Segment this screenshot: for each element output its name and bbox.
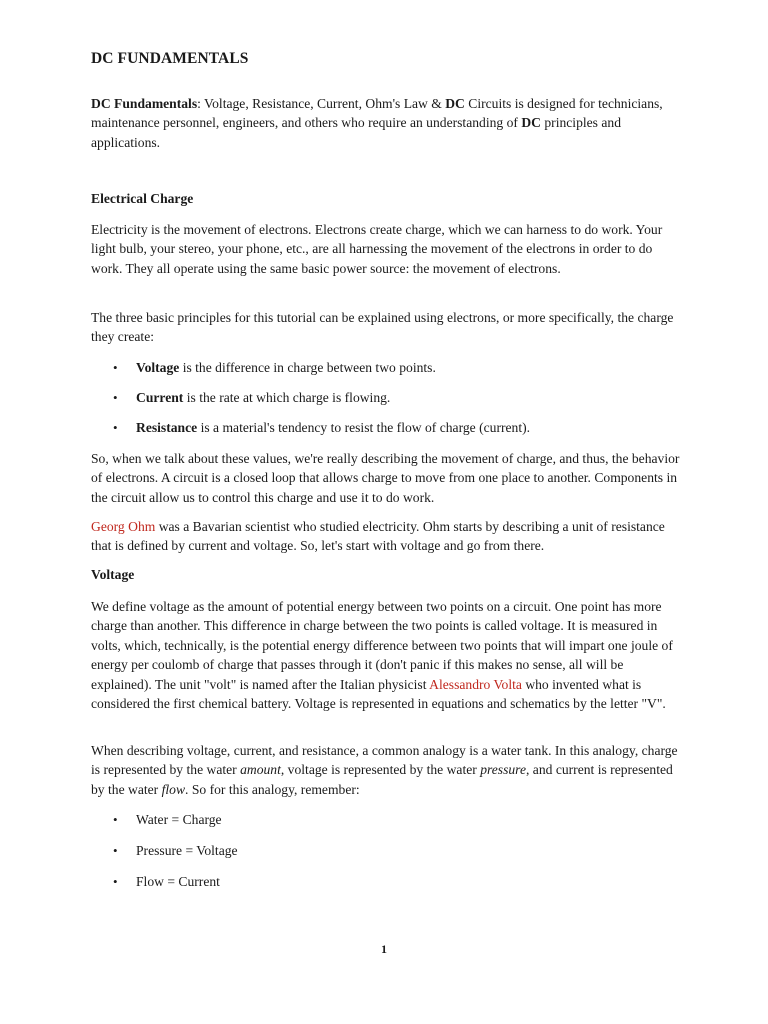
voltage-paragraph-1 — [91, 597, 683, 713]
principles-list — [91, 358, 651, 437]
analogy-text-4: . So for this analogy, remember: — [185, 781, 360, 797]
list-item: • Flow = Current — [91, 872, 651, 891]
analogy-emphasis-pressure: pressure — [480, 762, 526, 778]
analogy-list — [91, 810, 651, 891]
page-number: 1 — [381, 942, 387, 956]
analogy-text-1: When describing voltage, current, and resistance, a common analogy is a water tank. In this analogy, charge is represented by the water — [91, 743, 678, 778]
intro-bold-dc-2: DC — [521, 115, 541, 131]
intro-text-3: principles and applications. — [91, 115, 621, 150]
analogy-emphasis-flow: flow — [161, 781, 186, 797]
list-item — [91, 418, 651, 437]
voltage-text-2: who invented what is considered the first chemical battery. Voltage is represented in equations and schematics by the letter "V". — [91, 676, 666, 712]
analogy-emphasis-amount: amount — [240, 762, 281, 778]
list-item — [91, 388, 651, 407]
list-item-text: is a material's tendency to resist the flow of charge (current). — [197, 420, 531, 435]
alessandro-volta-link[interactable]: Alessandro Volta — [429, 676, 522, 692]
electrical-charge-paragraph-3: So, when we talk about these values, we're really describing the movement of charge, and thus, the behavior of electrons. A circuit is a closed loop that allows charge to move from one place to another. Components in the circuit allow us to control this charge and use it to do work. — [91, 451, 680, 505]
georg-ohm-text: was a Bavarian scientist who studied electricity. Ohm starts by describing a unit of resistance that is defined by current and voltage. So, let's start with voltage and go from there. — [91, 519, 665, 554]
list-item-text: is the difference in charge between two points. — [179, 360, 436, 375]
list-item-term: Current — [136, 390, 184, 405]
list-item — [91, 358, 651, 377]
georg-ohm-paragraph — [91, 517, 683, 556]
list-item: • Water = Charge — [91, 810, 651, 829]
electrical-charge-paragraph-1: Electricity is the movement of electrons. Electrons create charge, which we can harness to do work. Your light bulb, your stereo, your phone, etc., are all harnessing the movement of the electrons in order to do work. They all operate using the same basic power source: the movement of electrons. — [91, 222, 663, 276]
document-title: DC FUNDAMENTALS — [91, 50, 249, 67]
section-heading-voltage: Voltage — [91, 567, 135, 582]
list-item-text: is the rate at which charge is flowing. — [183, 390, 391, 405]
voltage-text-1: We define voltage as the amount of potential energy between two points on a circuit. One point has more charge than another. This difference in charge between the two points is called voltage. It is measured in volts, which, technically, is the potential energy difference between two points that will impart one joule of energy per coulomb of charge that passes through it (don't panic if this makes no sense, all will be explained). The unit "volt" is named after the Italian physicist — [91, 599, 673, 692]
analogy-text-2: , voltage is represented by the water — [280, 762, 481, 778]
intro-bold-dc: DC — [445, 96, 465, 111]
intro-bold-term: DC Fundamentals — [91, 96, 198, 111]
intro-paragraph — [91, 94, 683, 152]
section-heading-electrical-charge: Electrical Charge — [91, 191, 194, 206]
list-item-term: Voltage — [136, 360, 180, 375]
voltage-paragraph-2 — [91, 741, 683, 799]
georg-ohm-link[interactable]: Georg Ohm — [91, 519, 156, 534]
intro-text-1: : Voltage, Resistance, Current, Ohm's Law & — [197, 96, 446, 111]
electrical-charge-paragraph-2: The three basic principles for this tutorial can be explained using electrons, or more specifically, the charge they create: — [91, 310, 674, 345]
intro-text-2: Circuits is designed for technicians, maintenance personnel, engineers, and others who require an understanding of — [91, 96, 663, 131]
analogy-text-3: , and current is represented by the water — [91, 762, 673, 797]
list-item-term: Resistance — [136, 420, 198, 435]
list-item: • Pressure = Voltage — [91, 841, 651, 860]
